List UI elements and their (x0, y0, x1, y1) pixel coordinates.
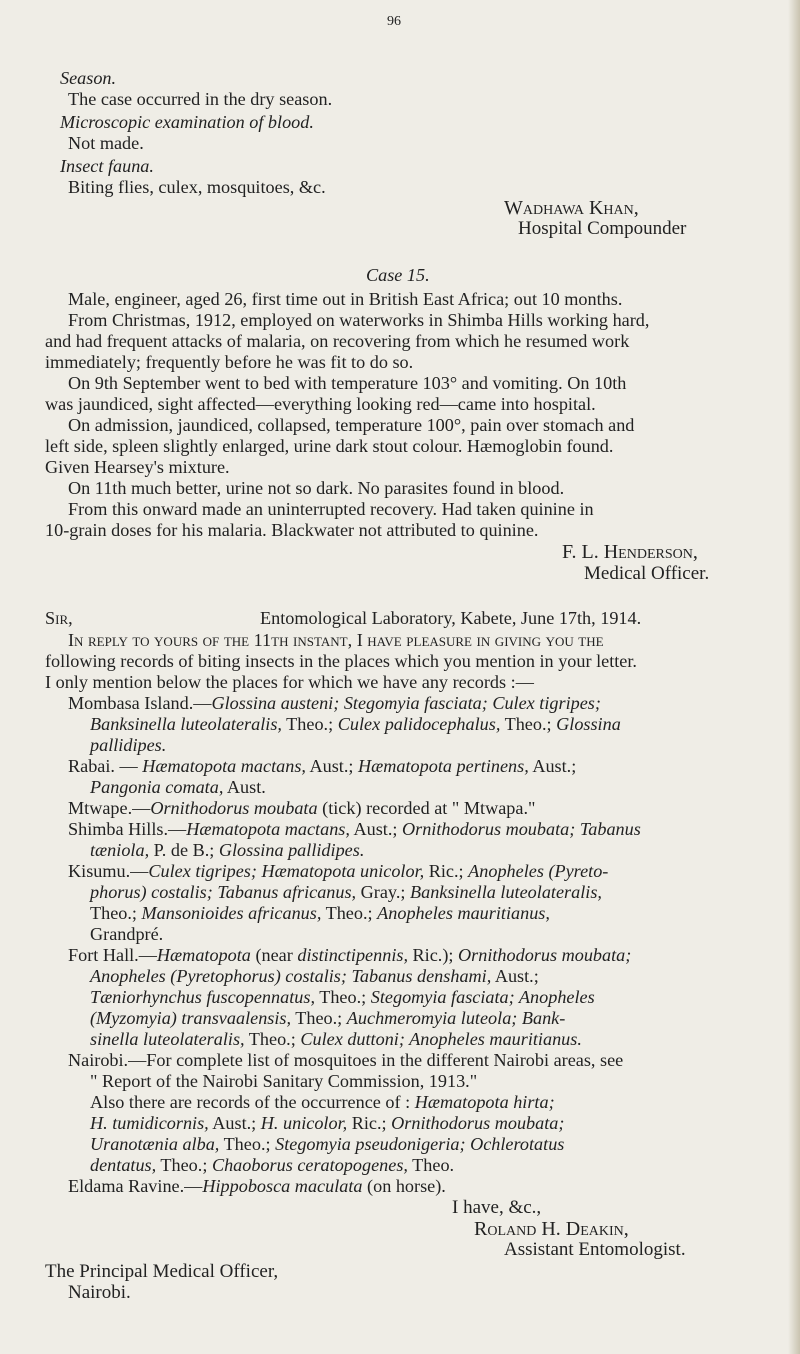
record-line (90, 840, 364, 860)
record-fort-hall (68, 945, 631, 965)
record-line (90, 777, 266, 797)
authority: Theo.; (321, 903, 378, 923)
species: pallidipes. (90, 735, 167, 755)
species: dentatus, (90, 1155, 157, 1175)
species: Ornithodorus moubata; Tabanus (401, 819, 641, 839)
species: Anopheles mauritianus, (377, 903, 550, 923)
species: Hæmatopota (156, 945, 251, 965)
authority: Ric.); (408, 945, 459, 965)
species: Hæmatopota pertinens, (358, 756, 529, 776)
case-heading: Case 15. (366, 265, 430, 285)
text-line: Biting flies, culex, mosquitoes, &c. (68, 177, 326, 197)
species: Anopheles (Pyretophorus) costalis; Tabanus denshami, (90, 966, 492, 986)
record-line (90, 1134, 564, 1154)
place-name: Fort Hall.— (68, 945, 157, 965)
record-line (90, 987, 595, 1007)
record-line (90, 1113, 564, 1133)
text-line (68, 630, 604, 650)
text-line: On 9th September went to bed with temperature 103° and vomiting. On 10th (68, 373, 627, 393)
page-edge (788, 0, 800, 1354)
text-line: 10-grain doses for his malaria. Blackwater not attributed to quinine. (45, 520, 539, 540)
record-mombasa (68, 693, 601, 713)
authority: Theo.; (90, 903, 142, 923)
record-shimba (68, 819, 641, 839)
page-number: 96 (387, 14, 401, 29)
letter-heading: Entomological Laboratory, Kabete, June 17th, 1914. (260, 608, 642, 628)
authority: Gray.; (356, 882, 410, 902)
species: Stegomyia pseudonigeria; Ochlerotatus (275, 1134, 565, 1154)
record-kisumu (68, 861, 608, 881)
record-line (90, 1155, 454, 1175)
species: Culex duttoni; Anopheles mauritianus. (300, 1029, 582, 1049)
addressee-location: Nairobi. (68, 1282, 131, 1303)
section-heading: Season. (60, 68, 117, 88)
text-line: From Christmas, 1912, employed on waterworks in Shimba Hills working hard, (68, 310, 650, 330)
species: Tæniorhynchus fuscopennatus, (90, 987, 315, 1007)
text-line: On 11th much better, urine not so dark. No parasites found in blood. (68, 478, 565, 498)
place-name: Mombasa Island.— (68, 693, 212, 713)
place-name: Mtwape.— (68, 798, 151, 818)
species: Hæmatopota mactans, (186, 819, 350, 839)
text-line: From this onward made an uninterrupted recovery. Had taken quinine in (68, 499, 594, 519)
authority: Theo.; (291, 1008, 347, 1028)
record-nairobi: Nairobi.—For complete list of mosquitoes in the different Nairobi areas, see (68, 1050, 624, 1070)
place-name: Shimba Hills.— (68, 819, 187, 839)
record-line (90, 714, 621, 734)
record-line (90, 903, 550, 923)
authority: Aust.; (528, 756, 577, 776)
text-line: On admission, jaundiced, collapsed, temperature 100°, pain over stomach and (68, 415, 635, 435)
note: (on horse). (362, 1176, 446, 1196)
species: Mansonioides africanus, (141, 903, 322, 923)
authority: Theo.; (500, 714, 557, 734)
record-mtwape (68, 798, 535, 818)
species-list: Glossina austeni; Stegomyia fasciata; Culex tigripes; (211, 693, 601, 713)
authority: Aust.; (491, 966, 539, 986)
species: Banksinella luteolateralis, (409, 882, 602, 902)
species: Chaoborus ceratopogenes, (211, 1155, 408, 1175)
section-heading: Insect fauna. (60, 156, 154, 176)
species: sinella luteolateralis, (90, 1029, 245, 1049)
species: Auchmeromyia luteola; Bank- (346, 1008, 566, 1028)
species: H. tumidicornis, (90, 1113, 209, 1133)
species: phorus) costalis; Tabanus africanus, (90, 882, 357, 902)
signature-title: Medical Officer. (584, 563, 710, 584)
signature-name: Roland H. Deakin, (474, 1218, 629, 1240)
text-line: The case occurred in the dry season. (68, 89, 333, 109)
section-heading: Microscopic examination of blood. (60, 112, 314, 132)
species: distinctipennis, (297, 945, 408, 965)
letter-closing: I have, &c., (452, 1197, 542, 1218)
species: Culex palidocephalus, (337, 714, 501, 734)
species: Hippobosca maculata (202, 1176, 363, 1196)
text-line: Male, engineer, aged 26, first time out in British East Africa; out 10 months. (68, 289, 623, 309)
text-line: left side, spleen slightly enlarged, urine dark stout colour. Hæmoglobin found. (45, 436, 614, 456)
species: Glossina (556, 714, 621, 734)
species: Ornithodorus moubata (150, 798, 318, 818)
place-name: Rabai. — (68, 756, 143, 776)
signature-title: Hospital Compounder (518, 218, 687, 239)
authority: Theo.; (244, 1029, 301, 1049)
species: Culex tigripes; Hæmatopota unicolor, (148, 861, 425, 881)
record-line (90, 1092, 555, 1112)
text-line: was jaundiced, sight affected—everything looking red—came into hospital. (45, 394, 596, 414)
species: Hæmatopota hirta; (414, 1092, 555, 1112)
authority: Ric.; (347, 1113, 392, 1133)
species: Ornithodorus moubata; (458, 945, 632, 965)
authority: Aust.; (349, 819, 402, 839)
note: (tick) recorded at " Mtwapa." (317, 798, 536, 818)
species: Hæmatopota mactans, (142, 756, 306, 776)
text-line: Given Hearsey's mixture. (45, 457, 230, 477)
record-line (90, 1029, 582, 1049)
authority: Theo.; (315, 987, 371, 1007)
place-name: Eldama Ravine.— (68, 1176, 203, 1196)
text-line: following records of biting insects in the places which you mention in your letter. (45, 651, 637, 671)
species: Anopheles (Pyreto- (468, 861, 609, 881)
salutation: Sir, (45, 608, 73, 628)
authority: P. de B.; (149, 840, 219, 860)
authority: Aust. (223, 777, 266, 797)
record-line (90, 966, 539, 986)
authority: Theo.; (219, 1134, 276, 1154)
species: Banksinella luteolateralis, (90, 714, 282, 734)
place-name: Kisumu.— (68, 861, 149, 881)
text-line: In reply to yours of the 11th instant, I have pleasure in giving you the (68, 630, 604, 650)
addressee: The Principal Medical Officer, (45, 1261, 279, 1282)
text-line: " Report of the Nairobi Sanitary Commission, 1913." (90, 1071, 478, 1091)
record-eldama (68, 1176, 446, 1196)
text-line: Also there are records of the occurrence of : (90, 1092, 415, 1112)
signature-title: Assistant Entomologist. (504, 1239, 686, 1260)
record-line (90, 1008, 565, 1028)
authority: Theo.; (281, 714, 338, 734)
authority: Aust.; (305, 756, 359, 776)
record-rabai (68, 756, 576, 776)
species: (Myzomyia) transvaalensis, (90, 1008, 292, 1028)
text-line: and had frequent attacks of malaria, on recovering from which he resumed work (45, 331, 630, 351)
species: Pangonia comata, (90, 777, 224, 797)
species: Stegomyia fasciata; Anopheles (370, 987, 595, 1007)
authority: Ric.; (424, 861, 469, 881)
authority: Theo. (407, 1155, 455, 1175)
species: H. unicolor, (260, 1113, 348, 1133)
species: Glossina pallidipes. (218, 840, 365, 860)
authority: Grandpré. (90, 924, 164, 944)
signature-name: F. L. Henderson, (562, 541, 698, 563)
species: Uranotænia alba, (90, 1134, 220, 1154)
note: (near (250, 945, 298, 965)
text-line: I only mention below the places for which we have any records :— (45, 672, 534, 692)
authority: Aust.; (208, 1113, 261, 1133)
text-line: immediately; frequently before he was fit to do so. (45, 352, 414, 372)
text-line: Not made. (68, 133, 144, 153)
species: tæniola, (90, 840, 150, 860)
signature-name: Wadhawa Khan, (504, 197, 639, 219)
species: Ornithodorus moubata; (391, 1113, 565, 1133)
record-line (90, 882, 602, 902)
authority: Theo.; (156, 1155, 212, 1175)
